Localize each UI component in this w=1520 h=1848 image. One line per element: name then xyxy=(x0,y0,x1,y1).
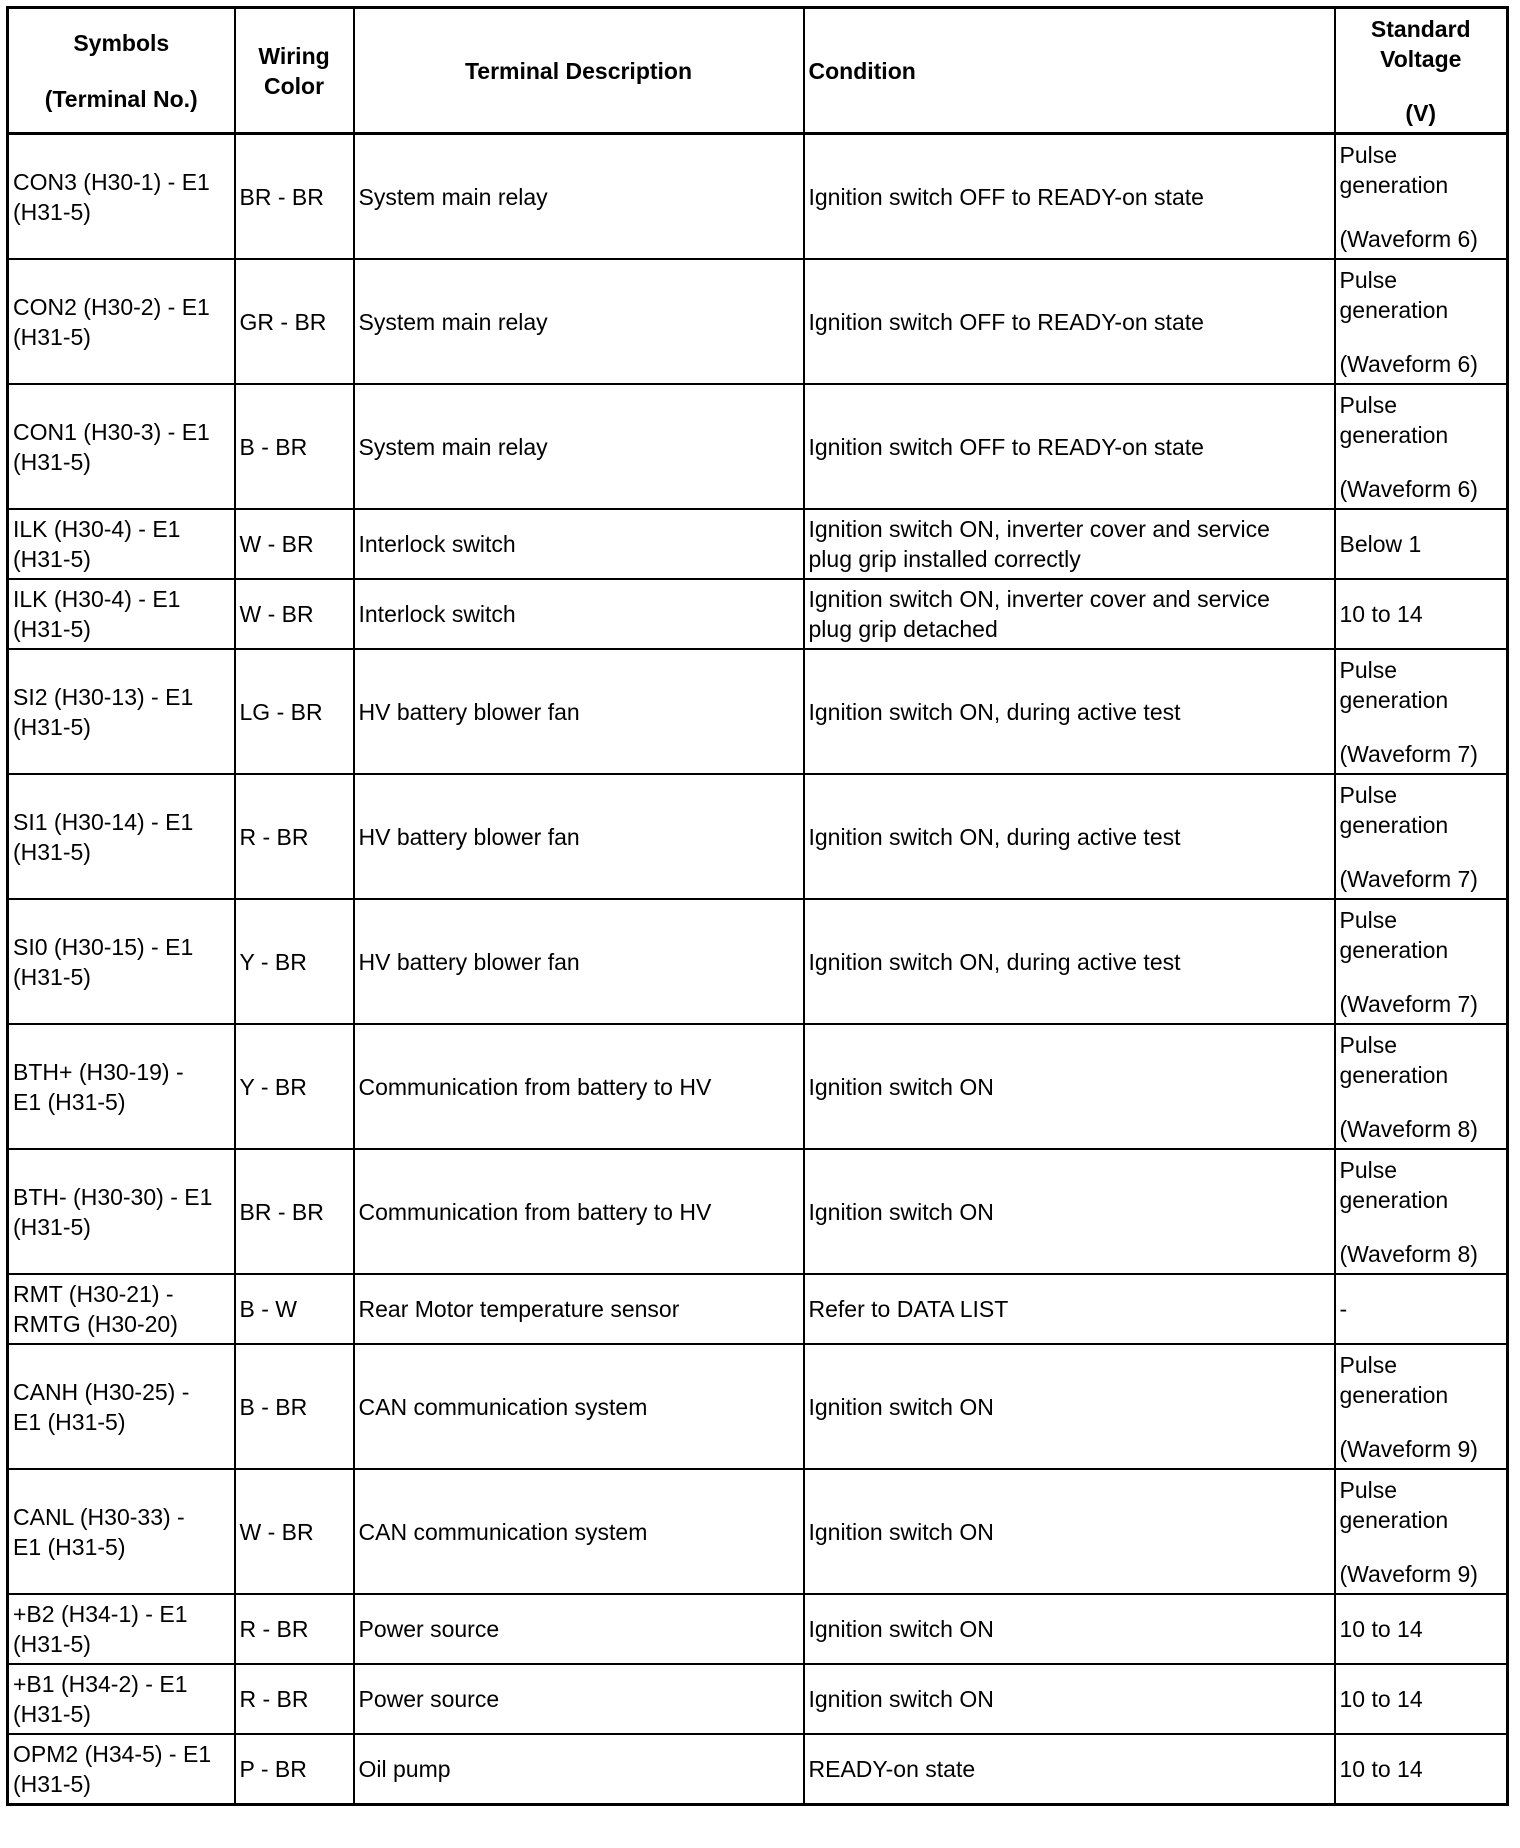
table-row xyxy=(8,649,1508,774)
cell-symbol xyxy=(8,509,235,579)
cell-standard-voltage xyxy=(1335,134,1508,260)
table-header-row xyxy=(8,8,1508,134)
cell-symbol-symbol-line2: RMTG (H30-20) xyxy=(13,1311,178,1337)
cell-condition xyxy=(804,1344,1335,1469)
table-row xyxy=(8,579,1508,649)
cell-wiring-color: R - BR xyxy=(235,1594,354,1664)
cell-voltage-voltage-line3: (Waveform 7) xyxy=(1339,865,1478,892)
cell-symbol-symbol-line1: ILK (H30-4) - E1 xyxy=(13,516,181,542)
cell-condition xyxy=(804,1024,1335,1149)
cell-symbol-symbol-line1: CON3 (H30-1) - E1 xyxy=(13,168,210,195)
header-symbols-line2: (Terminal No.) xyxy=(44,85,198,112)
table-row xyxy=(8,1734,1508,1805)
cell-symbol-symbol-line2: (H31-5) xyxy=(13,546,91,572)
cell-symbol xyxy=(8,259,235,384)
cell-wiring-color: Y - BR xyxy=(235,1024,354,1149)
cell-voltage-voltage-line2: generation xyxy=(1339,686,1449,713)
cell-symbol-symbol-line2: (H31-5) xyxy=(13,1213,91,1240)
cell-symbol-symbol-line1: BTH- (H30-30) - E1 xyxy=(13,1183,213,1210)
cell-symbol xyxy=(8,579,235,649)
cell-symbol xyxy=(8,1274,235,1344)
cell-terminal-description: Communication from battery to HV xyxy=(354,1149,804,1274)
cell-terminal-description: HV battery blower fan xyxy=(354,774,804,899)
terminal-spec-table xyxy=(6,6,1509,1806)
cell-condition-line1: Ignition switch OFF to READY-on state xyxy=(808,433,1204,460)
table-row xyxy=(8,774,1508,899)
cell-terminal-description: Communication from battery to HV xyxy=(354,1024,804,1149)
cell-symbol xyxy=(8,1149,235,1274)
cell-voltage-voltage-line1: Pulse xyxy=(1339,656,1398,683)
cell-voltage-voltage-line2: generation xyxy=(1339,1381,1449,1408)
cell-voltage-voltage-line1: Pulse xyxy=(1339,906,1398,933)
cell-wiring-color: W - BR xyxy=(235,579,354,649)
cell-voltage-voltage-line2: generation xyxy=(1339,1506,1449,1533)
header-condition: Condition xyxy=(804,8,1335,134)
cell-standard-voltage xyxy=(1335,259,1508,384)
cell-symbol xyxy=(8,1664,235,1734)
cell-standard-voltage xyxy=(1335,1664,1508,1734)
cell-condition xyxy=(804,774,1335,899)
cell-symbol-symbol-line2: (H31-5) xyxy=(13,448,91,475)
cell-symbol-symbol-line2: (H31-5) xyxy=(13,1701,91,1727)
header-standard-voltage xyxy=(1335,8,1508,134)
cell-condition-line1: Ignition switch ON, inverter cover and service xyxy=(808,516,1270,542)
cell-terminal-description: Oil pump xyxy=(354,1734,804,1805)
cell-symbol-symbol-line2: (H31-5) xyxy=(13,323,91,350)
cell-condition xyxy=(804,509,1335,579)
cell-symbol-symbol-line1: CANL (H30-33) - xyxy=(13,1503,185,1530)
header-voltage-line1: Standard xyxy=(1370,15,1471,42)
cell-symbol-symbol-line2: (H31-5) xyxy=(13,616,91,642)
cell-condition xyxy=(804,899,1335,1024)
header-terminal-description: Terminal Description xyxy=(354,8,804,134)
cell-terminal-description: Power source xyxy=(354,1664,804,1734)
cell-symbol-symbol-line2: (H31-5) xyxy=(13,1631,91,1657)
cell-wiring-color: LG - BR xyxy=(235,649,354,774)
cell-voltage-voltage-line2: generation xyxy=(1339,296,1449,323)
cell-standard-voltage xyxy=(1335,1469,1508,1594)
cell-wiring-color: BR - BR xyxy=(235,1149,354,1274)
cell-voltage-voltage-line1: 10 to 14 xyxy=(1339,1756,1423,1782)
header-voltage-line2: Voltage xyxy=(1380,45,1462,72)
cell-symbol-symbol-line2: (H31-5) xyxy=(13,1771,91,1797)
cell-condition-line1: Ignition switch ON xyxy=(808,1518,994,1545)
cell-symbol-symbol-line1: CON2 (H30-2) - E1 xyxy=(13,293,210,320)
table-row xyxy=(8,1274,1508,1344)
cell-terminal-description: CAN communication system xyxy=(354,1344,804,1469)
cell-voltage-voltage-line1: 10 to 14 xyxy=(1339,601,1423,627)
cell-wiring-color: W - BR xyxy=(235,1469,354,1594)
cell-condition-line1: Ignition switch ON xyxy=(808,1198,994,1225)
table-row xyxy=(8,1149,1508,1274)
table-row xyxy=(8,1664,1508,1734)
header-wiring-line2: Color xyxy=(263,72,325,99)
table-row xyxy=(8,1024,1508,1149)
header-symbols xyxy=(8,8,235,134)
cell-condition xyxy=(804,259,1335,384)
cell-condition-line1: Ignition switch ON, during active test xyxy=(808,948,1181,975)
cell-symbol-symbol-line2: (H31-5) xyxy=(13,198,91,225)
header-wiring-color xyxy=(235,8,354,134)
cell-voltage-voltage-line3: (Waveform 6) xyxy=(1339,225,1478,252)
header-voltage-line3: (V) xyxy=(1405,99,1437,126)
cell-standard-voltage xyxy=(1335,1274,1508,1344)
cell-terminal-description: HV battery blower fan xyxy=(354,899,804,1024)
cell-voltage-voltage-line2: generation xyxy=(1339,936,1449,963)
table-row xyxy=(8,384,1508,509)
cell-condition xyxy=(804,134,1335,260)
cell-symbol xyxy=(8,1024,235,1149)
cell-symbol-symbol-line1: +B1 (H34-2) - E1 xyxy=(13,1671,188,1697)
cell-terminal-description: System main relay xyxy=(354,134,804,260)
cell-symbol xyxy=(8,384,235,509)
cell-symbol-symbol-line1: SI1 (H30-14) - E1 xyxy=(13,808,194,835)
cell-symbol-symbol-line2: E1 (H31-5) xyxy=(13,1533,126,1560)
cell-wiring-color: B - W xyxy=(235,1274,354,1344)
cell-voltage-voltage-line1: Pulse xyxy=(1339,1476,1398,1503)
cell-symbol xyxy=(8,1344,235,1469)
cell-voltage-voltage-line3: (Waveform 8) xyxy=(1339,1240,1478,1267)
cell-condition xyxy=(804,1594,1335,1664)
cell-voltage-voltage-line2: generation xyxy=(1339,1186,1449,1213)
cell-wiring-color: Y - BR xyxy=(235,899,354,1024)
cell-standard-voltage xyxy=(1335,899,1508,1024)
table-row xyxy=(8,1469,1508,1594)
cell-wiring-color: W - BR xyxy=(235,509,354,579)
cell-standard-voltage xyxy=(1335,509,1508,579)
cell-symbol-symbol-line1: CON1 (H30-3) - E1 xyxy=(13,418,210,445)
cell-voltage-voltage-line3: (Waveform 7) xyxy=(1339,740,1478,767)
cell-voltage-voltage-line1: Pulse xyxy=(1339,1156,1398,1183)
cell-symbol-symbol-line1: CANH (H30-25) - xyxy=(13,1378,190,1405)
cell-condition xyxy=(804,1664,1335,1734)
cell-standard-voltage xyxy=(1335,774,1508,899)
cell-voltage-voltage-line1: Pulse xyxy=(1339,1031,1398,1058)
cell-condition-line2: plug grip detached xyxy=(808,616,998,642)
cell-voltage-voltage-line1: Pulse xyxy=(1339,266,1398,293)
cell-voltage-voltage-line1: Below 1 xyxy=(1339,531,1422,557)
cell-symbol xyxy=(8,649,235,774)
cell-condition-line1: Refer to DATA LIST xyxy=(808,1296,1009,1322)
cell-condition-line1: Ignition switch ON xyxy=(808,1073,994,1100)
table-body xyxy=(8,134,1508,1805)
cell-standard-voltage xyxy=(1335,1594,1508,1664)
cell-wiring-color: GR - BR xyxy=(235,259,354,384)
cell-condition xyxy=(804,1734,1335,1805)
cell-symbol xyxy=(8,774,235,899)
cell-symbol-symbol-line1: BTH+ (H30-19) - xyxy=(13,1058,184,1085)
cell-wiring-color: B - BR xyxy=(235,384,354,509)
cell-voltage-voltage-line1: - xyxy=(1339,1296,1348,1322)
cell-condition-line1: Ignition switch ON, inverter cover and service xyxy=(808,586,1270,612)
cell-symbol-symbol-line1: +B2 (H34-1) - E1 xyxy=(13,1601,188,1627)
cell-condition-line1: Ignition switch ON, during active test xyxy=(808,823,1181,850)
header-symbols-line1: Symbols xyxy=(73,29,170,56)
cell-condition xyxy=(804,649,1335,774)
cell-standard-voltage xyxy=(1335,1344,1508,1469)
cell-standard-voltage xyxy=(1335,384,1508,509)
table-row xyxy=(8,1594,1508,1664)
cell-symbol xyxy=(8,899,235,1024)
cell-voltage-voltage-line1: 10 to 14 xyxy=(1339,1686,1423,1712)
cell-terminal-description: System main relay xyxy=(354,259,804,384)
cell-terminal-description: System main relay xyxy=(354,384,804,509)
cell-symbol-symbol-line1: OPM2 (H34-5) - E1 xyxy=(13,1741,212,1767)
cell-symbol xyxy=(8,1469,235,1594)
cell-voltage-voltage-line1: 10 to 14 xyxy=(1339,1616,1423,1642)
cell-symbol xyxy=(8,134,235,260)
cell-wiring-color: R - BR xyxy=(235,774,354,899)
cell-terminal-description: HV battery blower fan xyxy=(354,649,804,774)
cell-condition xyxy=(804,384,1335,509)
cell-voltage-voltage-line3: (Waveform 9) xyxy=(1339,1435,1478,1462)
cell-terminal-description: Interlock switch xyxy=(354,579,804,649)
header-wiring-line1: Wiring xyxy=(258,42,330,69)
table-row xyxy=(8,1344,1508,1469)
cell-voltage-voltage-line1: Pulse xyxy=(1339,781,1398,808)
cell-symbol xyxy=(8,1594,235,1664)
cell-voltage-voltage-line3: (Waveform 7) xyxy=(1339,990,1478,1017)
cell-symbol-symbol-line2: (H31-5) xyxy=(13,838,91,865)
cell-condition xyxy=(804,1469,1335,1594)
cell-condition xyxy=(804,579,1335,649)
cell-symbol-symbol-line2: (H31-5) xyxy=(13,713,91,740)
cell-condition-line1: Ignition switch OFF to READY-on state xyxy=(808,308,1204,335)
cell-standard-voltage xyxy=(1335,1024,1508,1149)
cell-symbol xyxy=(8,1734,235,1805)
cell-standard-voltage xyxy=(1335,1149,1508,1274)
cell-voltage-voltage-line3: (Waveform 6) xyxy=(1339,350,1478,377)
cell-symbol-symbol-line1: SI0 (H30-15) - E1 xyxy=(13,933,194,960)
cell-voltage-voltage-line1: Pulse xyxy=(1339,391,1398,418)
cell-voltage-voltage-line2: generation xyxy=(1339,1061,1449,1088)
cell-condition-line1: Ignition switch ON, during active test xyxy=(808,698,1181,725)
cell-condition-line1: Ignition switch ON xyxy=(808,1393,994,1420)
cell-condition-line2: plug grip installed correctly xyxy=(808,546,1081,572)
cell-standard-voltage xyxy=(1335,649,1508,774)
cell-wiring-color: B - BR xyxy=(235,1344,354,1469)
cell-voltage-voltage-line2: generation xyxy=(1339,171,1449,198)
cell-voltage-voltage-line1: Pulse xyxy=(1339,1351,1398,1378)
cell-wiring-color: R - BR xyxy=(235,1664,354,1734)
cell-voltage-voltage-line2: generation xyxy=(1339,811,1449,838)
table-row xyxy=(8,259,1508,384)
cell-voltage-voltage-line3: (Waveform 8) xyxy=(1339,1115,1478,1142)
cell-terminal-description: Rear Motor temperature sensor xyxy=(354,1274,804,1344)
cell-terminal-description: Interlock switch xyxy=(354,509,804,579)
cell-condition xyxy=(804,1274,1335,1344)
cell-voltage-voltage-line3: (Waveform 9) xyxy=(1339,1560,1478,1587)
cell-condition xyxy=(804,1149,1335,1274)
cell-condition-line1: READY-on state xyxy=(808,1756,976,1782)
cell-voltage-voltage-line2: generation xyxy=(1339,421,1449,448)
cell-wiring-color: P - BR xyxy=(235,1734,354,1805)
cell-wiring-color: BR - BR xyxy=(235,134,354,260)
cell-condition-line1: Ignition switch ON xyxy=(808,1686,994,1712)
cell-terminal-description: CAN communication system xyxy=(354,1469,804,1594)
cell-voltage-voltage-line1: Pulse xyxy=(1339,141,1398,168)
table-row xyxy=(8,509,1508,579)
cell-symbol-symbol-line2: E1 (H31-5) xyxy=(13,1408,126,1435)
table-row xyxy=(8,134,1508,260)
cell-symbol-symbol-line1: RMT (H30-21) - xyxy=(13,1281,174,1307)
cell-symbol-symbol-line2: (H31-5) xyxy=(13,963,91,990)
cell-standard-voltage xyxy=(1335,579,1508,649)
table-row xyxy=(8,899,1508,1024)
cell-terminal-description: Power source xyxy=(354,1594,804,1664)
cell-condition-line1: Ignition switch OFF to READY-on state xyxy=(808,183,1204,210)
cell-symbol-symbol-line1: SI2 (H30-13) - E1 xyxy=(13,683,194,710)
cell-standard-voltage xyxy=(1335,1734,1508,1805)
cell-symbol-symbol-line1: ILK (H30-4) - E1 xyxy=(13,586,181,612)
cell-condition-line1: Ignition switch ON xyxy=(808,1616,994,1642)
cell-voltage-voltage-line3: (Waveform 6) xyxy=(1339,475,1478,502)
cell-symbol-symbol-line2: E1 (H31-5) xyxy=(13,1088,126,1115)
